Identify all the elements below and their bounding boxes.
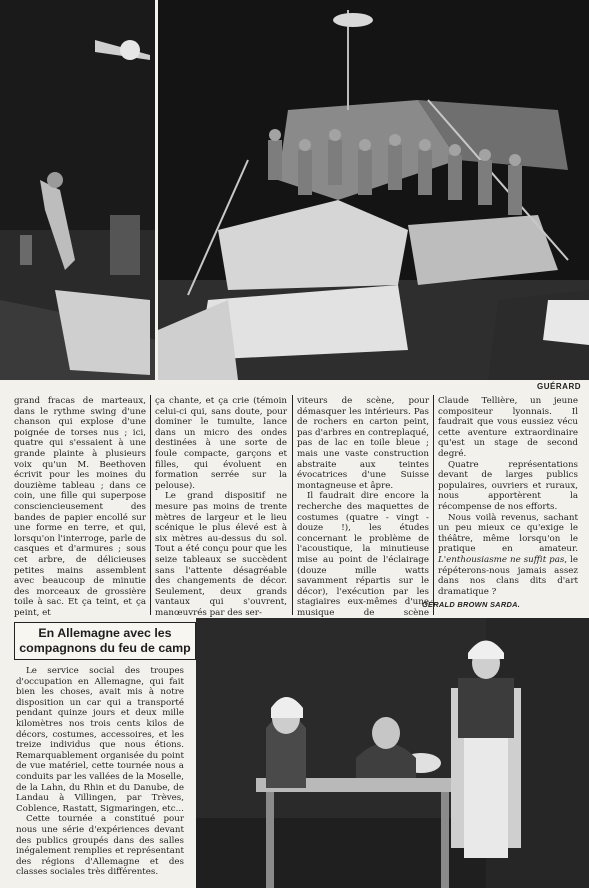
photo-credit: GUÉRARD <box>537 382 581 391</box>
box-headline-line-2: compagnons du feu de camp <box>19 641 191 655</box>
article-column-3 <box>297 396 429 629</box>
article-col3-paragraph-1: viteurs de scène, pour démasquer les intérieurs. Pas de rochers en carton peint, pas d'arbres en contreplaqué, pas de lac en toile bleue ; mais une vaste construction abstraite aux teintes évocatrices d'une Suisse montagneuse et âpre. <box>297 396 429 491</box>
emphasis-text: L'enthousiasme ne suffit pas <box>438 554 565 565</box>
box-article-body <box>16 666 184 878</box>
article-col4-paragraph-1: Claude Tellière, un jeune compositeur lyonnais. Il faudrait que vous eussiez vécu cette aventure extraordinaire qu'est un stage de second degré. <box>438 396 578 459</box>
column-divider <box>433 395 434 615</box>
article-column-4 <box>438 396 578 597</box>
author-signature: GÉRALD BROWN SARDA. <box>422 600 521 609</box>
column-divider <box>292 395 293 615</box>
photo-stage-left <box>0 0 155 380</box>
article-col2-paragraph-2: Le grand dispositif ne mesure pas moins de trente mètres de largeur et le lieu scénique le plus élevé est à six mètres au-dessus du sol. Tout a été conçu pour que les seize tableaux se succèdent sans l'attente désagréable des changements de décor. Seulement, deux grands vantaux qui s'ouvrent, manœuvrés par des ser- <box>155 491 287 618</box>
box-paragraph-1: Le service social des troupes d'occupation en Allemagne, qui fait bien les choses, avait mis à notre disposition un car qui a transporté pendant quinze jours et deux mille kilomètres nos trois cents kilos de décors, costumes, accessoires, et les treize individus que nous étions. Remarquablement organisée du point de vue matériel, cette tournée nous a conduits par les vallées de la Moselle, de la Lahn, du Rhin et du Danube, de Landau à Villingen, par Trèves, Coblence, Rastatt, Sigmaringen, etc... <box>16 666 184 814</box>
paragraph-text: Nous voilà revenus, sachant un peu mieux ce qu'exige le théâtre, même lorsqu'on le pratique en amateur. <box>438 512 578 555</box>
photo-play-scene <box>196 618 589 888</box>
article-col4-paragraph-2: Quatre représentations devant de larges publics populaires, ouvriers et ruraux, nous apportèrent la récompense de nos efforts. <box>438 459 578 512</box>
box-headline-line-1: En Allemagne avec les <box>38 626 172 640</box>
article-col3-paragraph-2: Il faudrait dire encore la recherche des maquettes de costumes (quatre - vingt - douze !), les études concernant le problème de l'acoustique, la minutieuse mise au point de l'éclairage (douze mille watts savamment répartis sur le décor), l'exécution par les stagiaires eux-mêmes d'une musique de scène <box>297 491 429 618</box>
article-col1-text: grand fracas de marteaux, dans le rythme swing d'une chanson qui explose d'une poignée de torses nus ; ici, quatre qui s'essaient à une grande plainte à plusieurs voix qu'un M. Beethoven écrivit pour les moines du douzième tableau ; dans ce coin, une fille qui superpose consciencieusement des bandes de papier encollé sur une forme en terre, et qui, lorsqu'on l'interroge, parle de casques et d'armures ; sous cet arbre, de délicieuses petites mains assemblent avec beaucoup de minutie des morceaux de grossière toile à sac. Et ça teint, et ça peint, et <box>14 396 146 618</box>
article-column-2 <box>155 396 287 618</box>
column-divider <box>150 395 151 615</box>
paragraph-text: , le répéterons-nous jamais assez dans nos clans dits d'art dramatique ? <box>438 554 578 597</box>
article-col4-paragraph-3 <box>438 513 578 598</box>
box-headline <box>14 622 196 660</box>
article-col2-paragraph-1: ça chante, et ça crie (témoin celui-ci qui, sans doute, pour dominer le tumulte, lance dans un micro des ondes destinées à une sorte de foule compacte, garçons et filles, qui évoluent en formation serrée sur la pelouse). <box>155 396 287 491</box>
article-column-1 <box>14 396 146 618</box>
box-paragraph-2: Cette tournée a constitué pour nous une série d'expériences devant des publics groupés dans des salles inégalement remplies et représentant des régions d'Allemagne et des classes sociales très différentes. <box>16 814 184 878</box>
photo-stage-main <box>158 0 589 380</box>
